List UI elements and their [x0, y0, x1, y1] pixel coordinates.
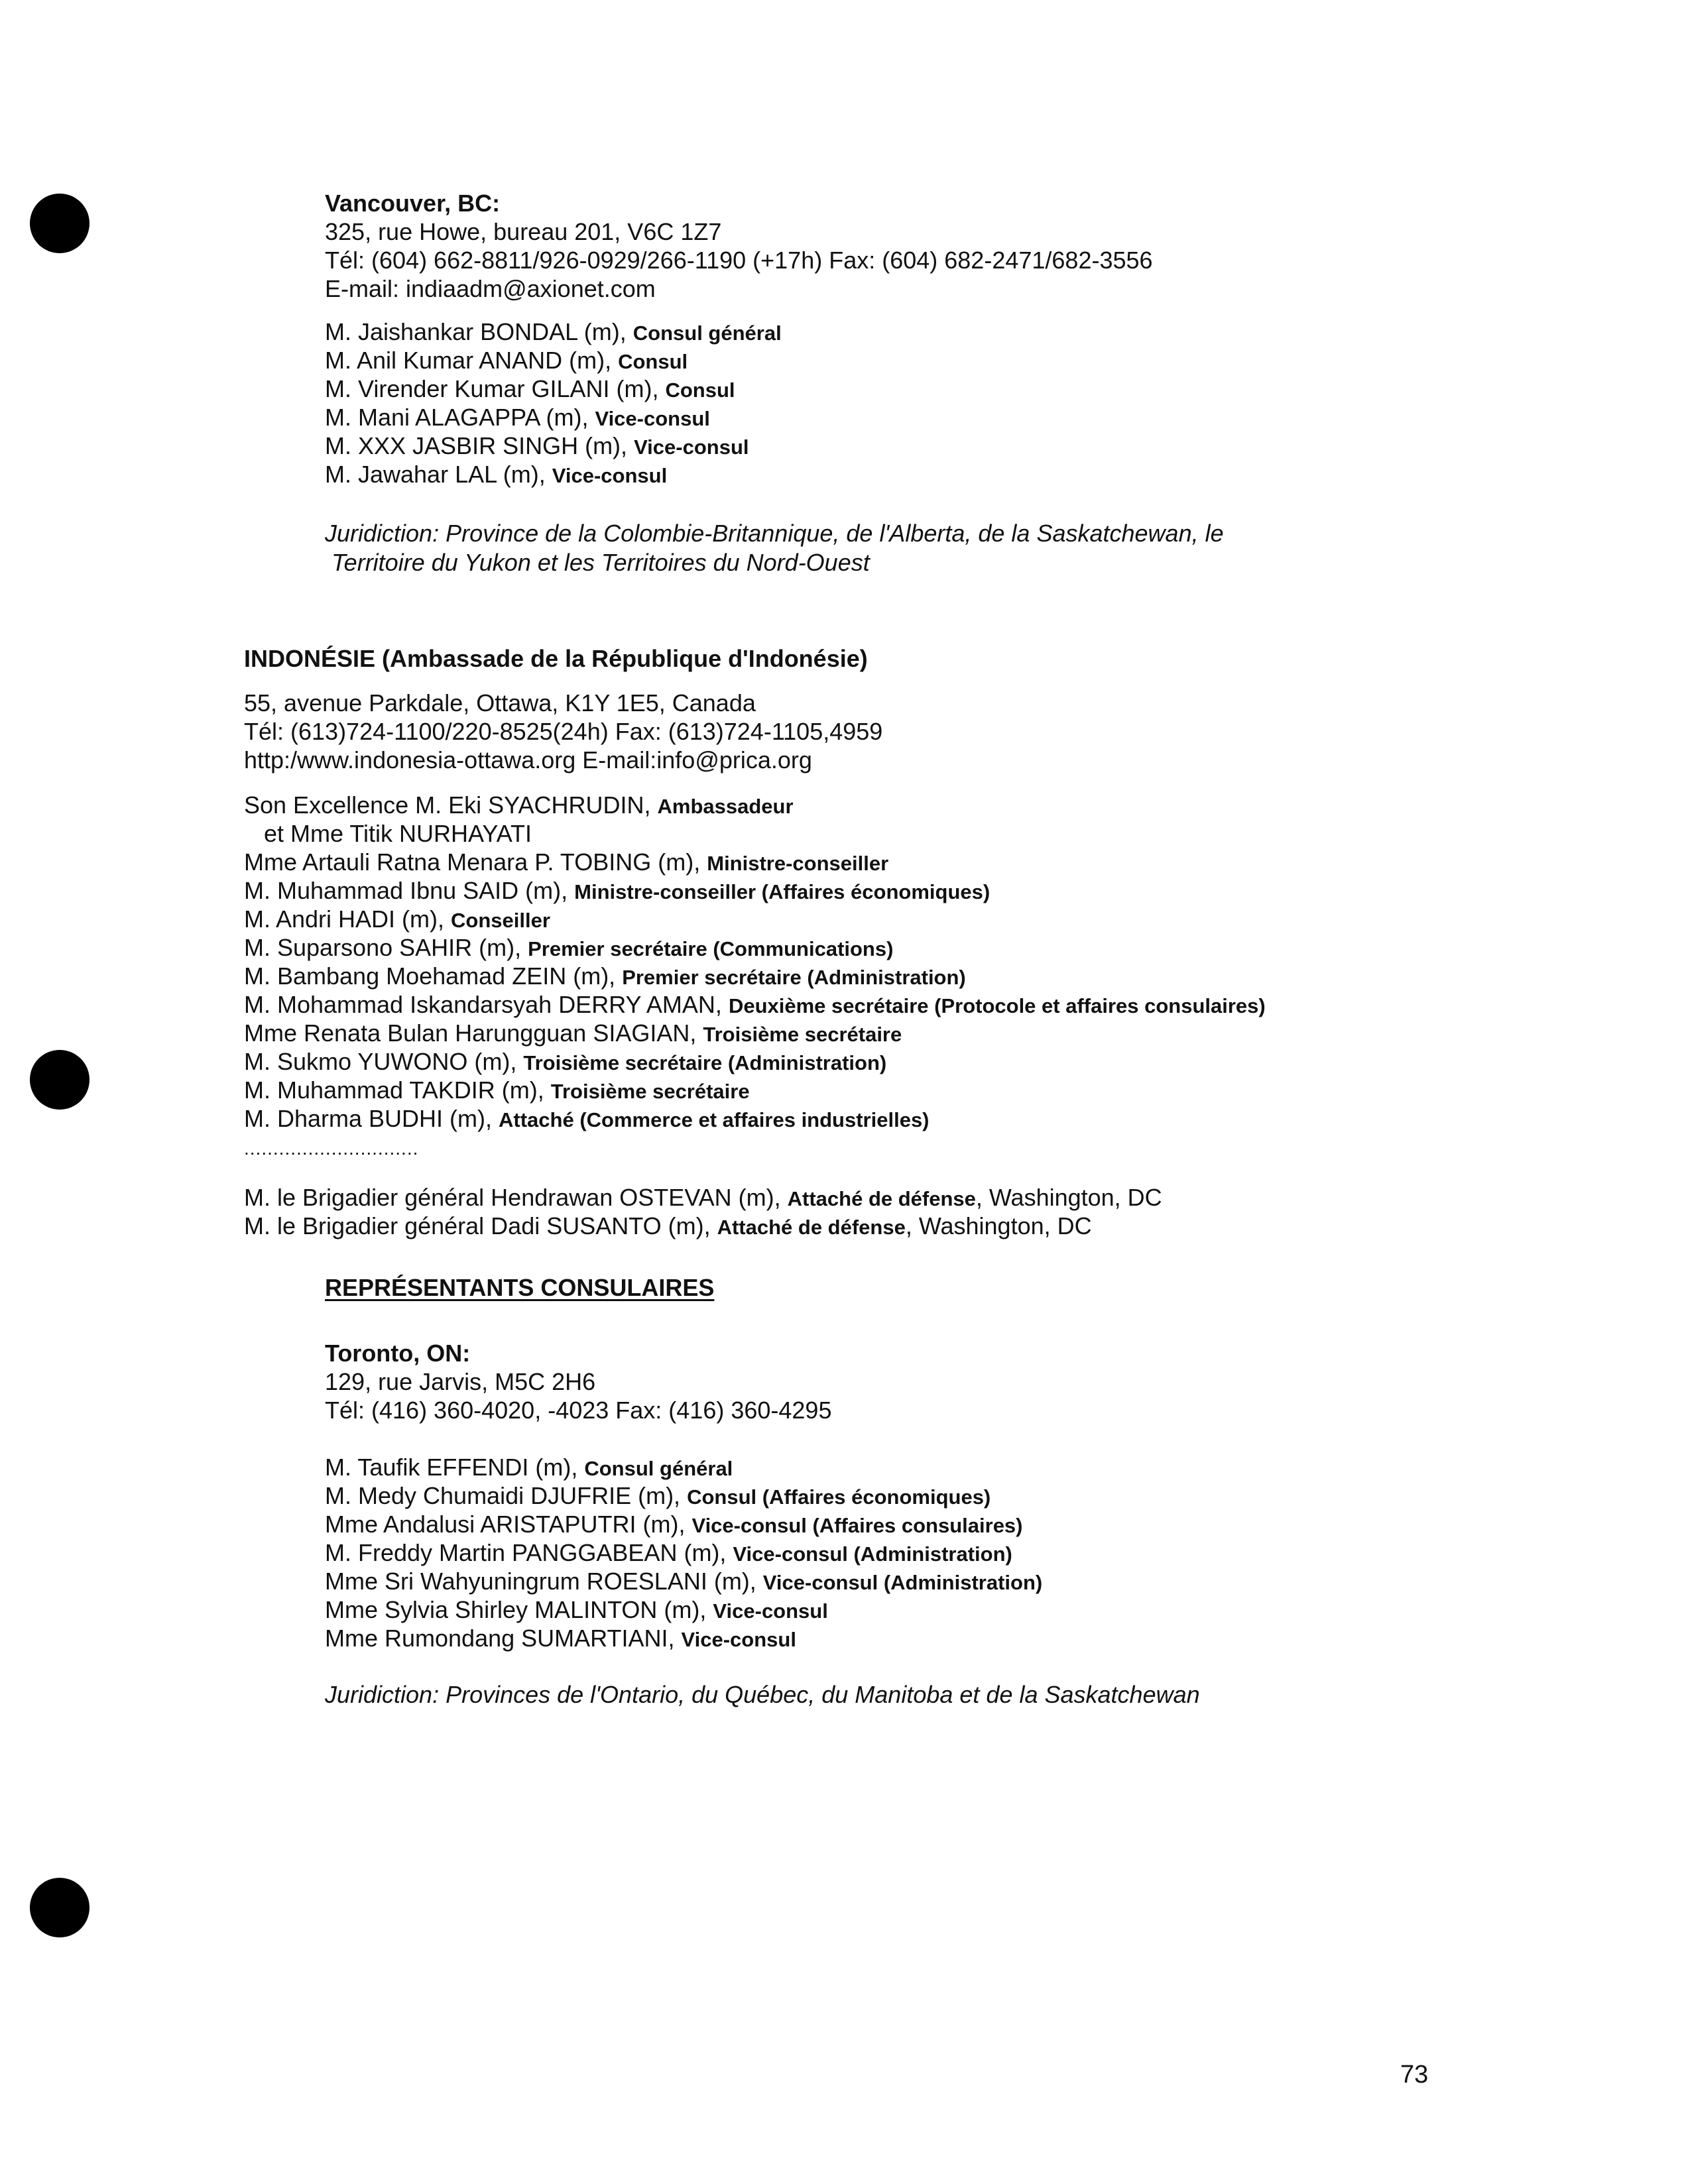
toronto-staff-line: [325, 1511, 1023, 1540]
ambassador-title: Ambassadeur: [657, 795, 794, 818]
staff-name: Mme Sri Wahyuningrum ROESLANI (m),: [325, 1568, 763, 1595]
staff-title: Consul général: [632, 321, 782, 345]
vancouver-staff-line: [325, 318, 782, 347]
vancouver-address: 325, rue Howe, bureau 201, V6C 1Z7: [325, 218, 722, 245]
attache-name: M. le Brigadier général Dadi SUSANTO (m),: [244, 1212, 717, 1239]
toronto-staff-line: [325, 1539, 1012, 1568]
embassy-staff-line: [244, 848, 888, 878]
staff-title: Consul: [665, 378, 735, 402]
embassy-staff-line: [244, 934, 893, 963]
staff-title: Premier secrétaire (Administration): [622, 966, 966, 989]
dotted-separator: ..............................: [244, 1138, 419, 1159]
staff-name: M. Muhammad TAKDIR (m),: [244, 1076, 551, 1104]
staff-title: Consul: [618, 350, 688, 373]
punch-hole-middle: [30, 1050, 90, 1110]
embassy-staff-line: [244, 1019, 902, 1049]
staff-name: M. Suparsono SAHIR (m),: [244, 934, 528, 961]
ambassador-name: Son Excellence M. Eki SYACHRUDIN,: [244, 791, 658, 819]
staff-title: Consul (Affaires économiques): [687, 1485, 991, 1509]
attache-title: Attaché de défense: [787, 1187, 976, 1210]
vancouver-staff-line: [325, 461, 667, 490]
staff-title: Attaché (Commerce et affaires industrielles): [499, 1108, 930, 1131]
attache-title: Attaché de défense: [717, 1216, 906, 1239]
toronto-staff-line: [325, 1482, 991, 1511]
page-number: 73: [1400, 2061, 1429, 2089]
staff-name: M. Jaishankar BONDAL (m),: [325, 318, 633, 345]
staff-title: Vice-consul (Administration): [733, 1542, 1012, 1566]
staff-name: M. Jawahar LAL (m),: [325, 461, 552, 488]
vancouver-staff-line: [325, 432, 749, 461]
staff-name: M. Mani ALAGAPPA (m),: [325, 404, 595, 431]
staff-title: Vice-consul (Affaires consulaires): [691, 1514, 1023, 1537]
staff-title: Deuxième secrétaire (Protocole et affaires consulaires): [728, 994, 1266, 1017]
toronto-heading: Toronto, ON:: [325, 1340, 471, 1367]
staff-name: Mme Rumondang SUMARTIANI,: [325, 1625, 682, 1652]
toronto-staff-line: [325, 1454, 733, 1483]
staff-name: M. Medy Chumaidi DJUFRIE (m),: [325, 1482, 688, 1509]
embassy-staff-line: [244, 991, 1266, 1020]
vancouver-email: E-mail: indiaadm@axionet.com: [325, 275, 656, 302]
staff-name: Mme Artauli Ratna Menara P. TOBING (m),: [244, 848, 707, 876]
defense-attache-line: [244, 1212, 1092, 1241]
attache-location: , Washington, DC: [905, 1212, 1092, 1239]
indonesia-web-email: http:/www.indonesia-ottawa.org E-mail:info@prica.org: [244, 746, 812, 774]
staff-title: Vice-consul: [713, 1599, 828, 1623]
staff-title: Vice-consul: [552, 464, 668, 487]
toronto-phone-fax: Tél: (416) 360-4020, -4023 Fax: (416) 360-4295: [325, 1397, 832, 1424]
staff-name: M. Virender Kumar GILANI (m),: [325, 375, 666, 402]
ambassador-spouse: et Mme Titik NURHAYATI: [264, 820, 532, 847]
vancouver-staff-line: [325, 375, 735, 404]
staff-title: Ministre-conseiller: [707, 852, 889, 875]
indonesia-address: 55, avenue Parkdale, Ottawa, K1Y 1E5, Canada: [244, 689, 756, 717]
toronto-staff-line: [325, 1568, 1042, 1597]
staff-name: M. Taufik EFFENDI (m),: [325, 1454, 585, 1481]
embassy-staff-line: [244, 1105, 930, 1134]
staff-title: Vice-consul: [595, 407, 710, 430]
staff-name: Mme Renata Bulan Harungguan SIAGIAN,: [244, 1019, 703, 1047]
vancouver-jurisdiction-line1: Juridiction: Province de la Colombie-Britannique, de l'Alberta, de la Saskatchewan, le: [325, 520, 1224, 547]
staff-name: Mme Andalusi ARISTAPUTRI (m),: [325, 1511, 692, 1538]
staff-name: M. Sukmo YUWONO (m),: [244, 1048, 524, 1075]
staff-name: M. XXX JASBIR SINGH (m),: [325, 432, 634, 459]
toronto-staff-line: [325, 1596, 828, 1625]
indonesia-phone-fax: Tél: (613)724-1100/220-8525(24h) Fax: (613)724-1105,4959: [244, 718, 883, 745]
consular-representatives-heading: REPRÉSENTANTS CONSULAIRES: [325, 1274, 715, 1301]
vancouver-staff-line: [325, 404, 710, 433]
punch-hole-top: [30, 194, 90, 253]
staff-name: Mme Sylvia Shirley MALINTON (m),: [325, 1596, 713, 1623]
staff-title: Troisième secrétaire (Administration): [523, 1051, 887, 1074]
embassy-staff-line: [244, 877, 990, 906]
staff-name: M. Mohammad Iskandarsyah DERRY AMAN,: [244, 991, 729, 1018]
vancouver-heading: Vancouver, BC:: [325, 190, 501, 217]
indonesia-heading: INDONÉSIE (Ambassade de la République d'Indonésie): [244, 645, 868, 672]
staff-name: M. Anil Kumar ANAND (m),: [325, 347, 619, 374]
staff-name: M. Freddy Martin PANGGABEAN (m),: [325, 1539, 733, 1566]
toronto-staff-line: [325, 1625, 796, 1654]
toronto-address: 129, rue Jarvis, M5C 2H6: [325, 1368, 596, 1395]
staff-name: M. Andri HADI (m),: [244, 905, 451, 933]
staff-title: Vice-consul: [681, 1628, 796, 1651]
staff-title: Conseiller: [451, 909, 550, 932]
embassy-staff-line: [244, 905, 550, 935]
defense-attache-line: [244, 1184, 1162, 1213]
staff-title: Ministre-conseiller (Affaires économiques): [574, 880, 991, 903]
toronto-jurisdiction: Juridiction: Provinces de l'Ontario, du Québec, du Manitoba et de la Saskatchewan: [325, 1681, 1200, 1708]
vancouver-jurisdiction-line2: Territoire du Yukon et les Territoires du Nord-Ouest: [331, 549, 870, 576]
embassy-staff-line: [244, 962, 966, 992]
staff-title: Vice-consul (Administration): [762, 1571, 1043, 1594]
vancouver-staff-line: [325, 347, 688, 376]
embassy-staff-line: [244, 1048, 886, 1077]
staff-title: Troisième secrétaire: [703, 1023, 902, 1046]
punch-hole-bottom: [30, 1878, 90, 1937]
staff-title: Troisième secrétaire: [550, 1080, 750, 1103]
embassy-staff-line: [244, 1076, 750, 1106]
staff-title: Premier secrétaire (Communications): [528, 937, 894, 960]
staff-name: M. Muhammad Ibnu SAID (m),: [244, 877, 575, 904]
staff-title: Consul général: [584, 1457, 733, 1480]
staff-title: Vice-consul: [634, 435, 749, 459]
attache-location: , Washington, DC: [975, 1184, 1162, 1211]
staff-name: M. Dharma BUDHI (m),: [244, 1105, 499, 1132]
staff-name: M. Bambang Moehamad ZEIN (m),: [244, 962, 623, 990]
attache-name: M. le Brigadier général Hendrawan OSTEVAN (m),: [244, 1184, 788, 1211]
ambassador-line: [244, 791, 794, 821]
vancouver-phone-fax: Tél: (604) 662-8811/926-0929/266-1190 (+17h) Fax: (604) 682-2471/682-3556: [325, 247, 1153, 274]
